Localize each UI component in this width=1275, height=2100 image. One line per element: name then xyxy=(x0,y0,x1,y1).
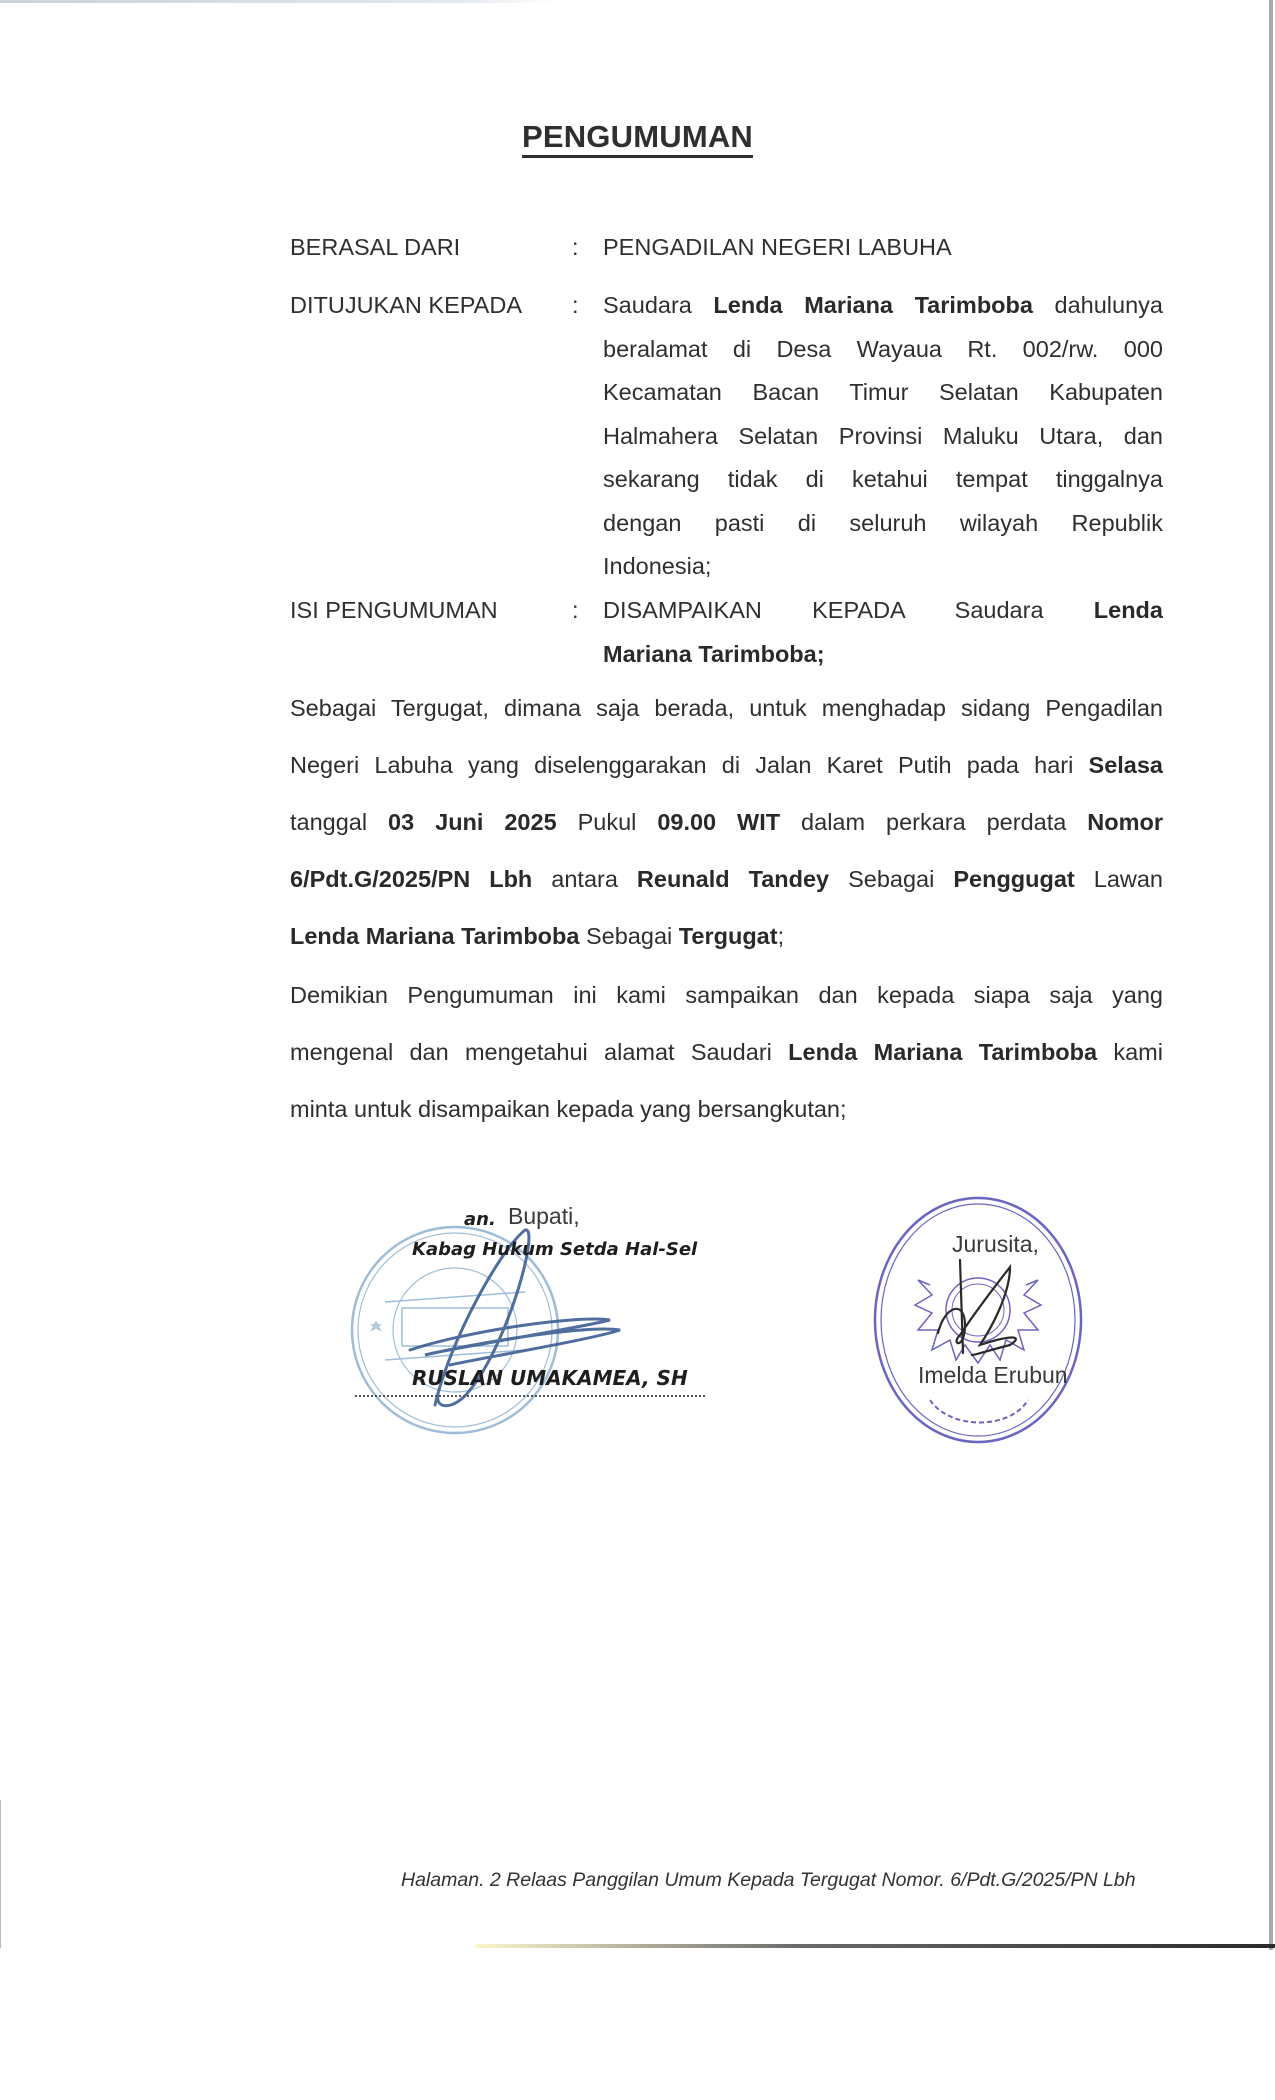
court-stamp xyxy=(860,1185,1100,1455)
field-label: ISI PENGUMUMAN xyxy=(290,597,498,623)
signatory-title: Bupati, xyxy=(508,1203,580,1229)
page-footer: Halaman. 2 Relaas Panggilan Umum Kepada Tergugat Nomor. 6/Pdt.G/2025/PN Lbh xyxy=(401,1869,1136,1891)
content-line xyxy=(603,633,1163,677)
address-line: Halmahera Selatan Provinsi Maluku Utara, dan xyxy=(603,422,1163,449)
signature-line xyxy=(355,1395,705,1397)
scan-edge-left xyxy=(0,1800,1,1948)
field-colon: : xyxy=(572,597,579,623)
field-label: DITUJUKAN KEPADA xyxy=(290,292,522,318)
plaintiff-name: Reunald Tandey xyxy=(636,866,830,892)
plaintiff-role: Penggugat xyxy=(953,866,1075,892)
text: Saudara xyxy=(603,292,714,318)
address-line: Kecamatan Bacan Timur Selatan Kabupaten xyxy=(603,379,1163,405)
text: Lawan xyxy=(1074,866,1163,892)
handwritten-prefix: an. xyxy=(464,1209,496,1230)
field-value xyxy=(603,226,1163,270)
defendant-name: Lenda Mariana Tarimboba xyxy=(788,1039,1098,1065)
paragraph-line xyxy=(290,851,1163,908)
page-title xyxy=(0,117,1275,157)
text: antara xyxy=(532,866,637,892)
text: DISAMPAIKAN KEPADA Saudara xyxy=(603,597,1094,623)
paragraph-line: minta untuk disampaikan kepada yang bersangkutan; xyxy=(290,1096,847,1122)
field-value xyxy=(603,284,1163,589)
scan-edge-bottom xyxy=(475,1944,1275,1948)
paragraph-line xyxy=(290,794,1163,851)
handwritten-position: Kabag Hukum Setda Hal-Sel xyxy=(412,1239,698,1260)
text: Negeri Labuha yang diselenggarakan di Jalan Karet Putih pada hari xyxy=(290,752,1089,778)
scan-edge-top xyxy=(0,0,560,3)
closing-paragraph xyxy=(290,967,1163,1138)
address-line xyxy=(603,284,1163,328)
content-line xyxy=(603,589,1163,633)
text: Sebagai xyxy=(829,866,954,892)
defendant-name: Lenda xyxy=(1093,597,1163,623)
paragraph-line xyxy=(290,1024,1163,1081)
text: dalam perkara perdata xyxy=(780,809,1088,835)
signatory-title: Jurusita, xyxy=(952,1231,1039,1257)
address-line: sekarang tidak di ketahui tempat tinggalnya xyxy=(603,466,1163,492)
signature-block-jurusita xyxy=(860,1185,1100,1455)
field-colon: : xyxy=(572,234,579,260)
defendant-name: Lenda Mariana Tarimboba xyxy=(713,292,1033,318)
signatory-name: RUSLAN UMAKAMEA, SH xyxy=(412,1366,688,1390)
from-value: PENGADILAN NEGERI LABUHA xyxy=(603,234,952,260)
address-line: dengan pasti di seluruh wilayah Republik xyxy=(603,509,1163,536)
field-value xyxy=(603,589,1163,676)
text: Sebagai xyxy=(579,923,679,949)
case-number-label: Nomor xyxy=(1087,809,1163,835)
signature-block-bupati xyxy=(340,1190,740,1450)
text: kami xyxy=(1097,1039,1163,1065)
case-number: 6/Pdt.G/2025/PN Lbh xyxy=(290,866,533,892)
scan-edge-right xyxy=(1269,0,1273,1950)
summons-paragraph xyxy=(290,680,1163,965)
text: ; xyxy=(777,923,785,949)
field-colon: : xyxy=(572,292,579,318)
paragraph-line: Demikian Pengumuman ini kami sampaikan dan kepada siapa saja yang xyxy=(290,982,1163,1008)
address-line: beralamat di Desa Wayaua Rt. 002/rw. 000 xyxy=(603,335,1163,362)
text: dahulunya xyxy=(1032,292,1163,318)
defendant-name: Lenda Mariana Tarimboba xyxy=(290,923,580,949)
defendant-role: Tergugat xyxy=(678,923,778,949)
hearing-day: Selasa xyxy=(1088,752,1163,778)
hearing-date: 03 Juni 2025 xyxy=(388,809,557,835)
text: tanggal xyxy=(290,809,389,835)
paragraph-line xyxy=(290,737,1163,794)
title-text: PENGUMUMAN xyxy=(522,119,753,158)
paragraph-line xyxy=(290,908,1163,965)
signatory-name: Imelda Erubun xyxy=(918,1362,1068,1388)
address-line: Indonesia; xyxy=(603,553,712,579)
field-label: BERASAL DARI xyxy=(290,234,461,260)
hearing-time: 09.00 WIT xyxy=(657,809,781,835)
text: Pukul xyxy=(556,809,658,835)
paragraph-line: Sebagai Tergugat, dimana saja berada, untuk menghadap sidang Pengadilan xyxy=(290,695,1163,721)
defendant-name: Mariana Tarimboba; xyxy=(603,640,825,667)
text: mengenal dan mengetahui alamat Saudari xyxy=(290,1039,789,1065)
